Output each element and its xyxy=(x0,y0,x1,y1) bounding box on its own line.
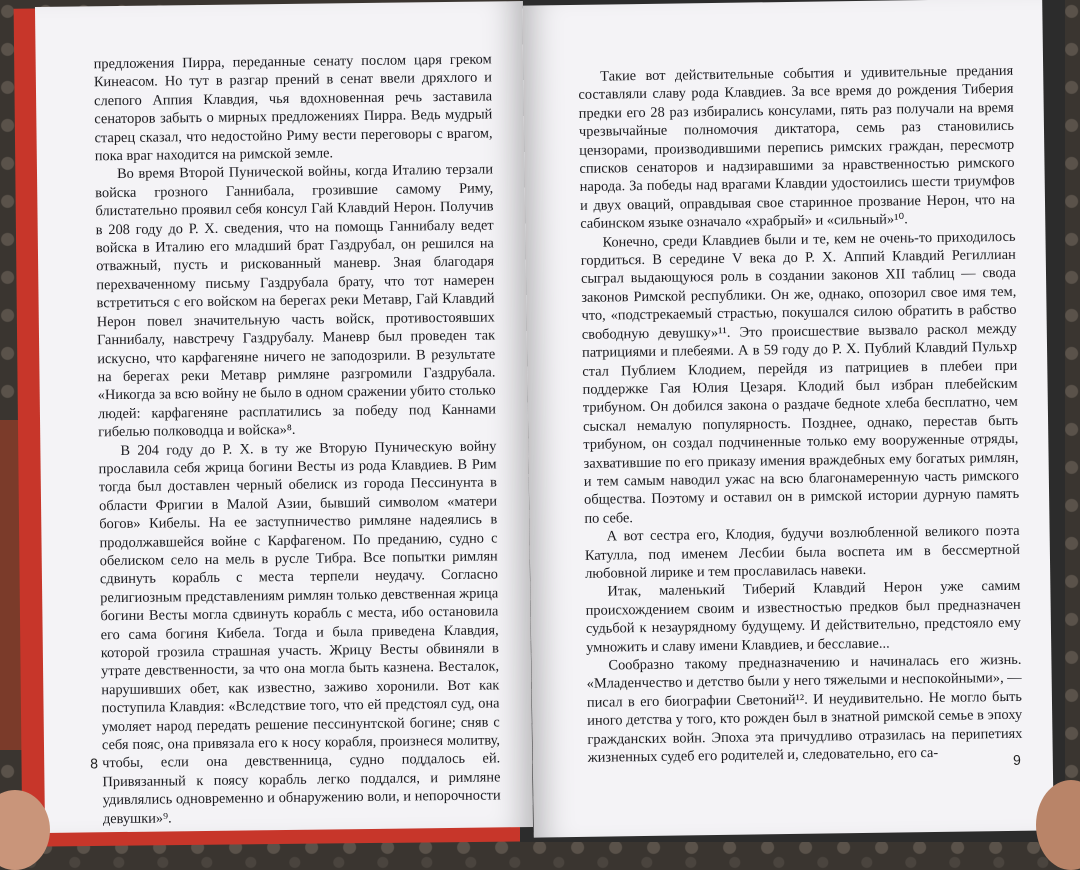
right-paragraph-1: Такие вот действительные события и удивительные предания составляли славу рода Клавдиев. За все время до рождения Тиберия предки его 28 раз избирались консулами, пять раз получали на время чрезвычайные полномочия диктатора, семь раз становились цензорами, производившими перепись римских граждан, пересмотр списков сенаторов и надзиравшими за нравственностью римского народа. За победы над врагами Клавдии удостоились шести триумфов и двух оваций, оправдывая свое старинное прозвание Нерон, что на сабинском языке означало «храбрый» и «сильный»¹⁰. xyxy=(578,62,1016,233)
right-paragraph-2: Конечно, среди Клавдиев были и те, кем не очень-то приходилось гордиться. В середине V века до Р. Х. Аппий Клавдий Региллиан сыграл выдающуюся роль в создании законов XII таблиц — свода законов Римской республики. Он же, однако, опозорил свое имя тем, что, «подстрекаемый страстью, покушался силою обратить в рабство свободную девушку»¹¹. Это происшествие вызвало раскол между патрициями и плебеями. А в 59 году до Р. Х. Публий Клавдий Пульхр стал Публием Клодием, перейдя из патрициев в плебеи при поддержке Гая Юлия Цезаря. Клодий был избран плебейским трибуном. Он добился закона о раздаче беднote хлеба бесплатно, чем сыскал немалую популярность. Позднее, однако, перестав быть трибуном, он создал подчиненные только ему вооруженные отряды, захватившие по его приказу имения враждебных ему богатых римлян, и тем самым наводил ужас на всю благонамеренную часть римского общества. Поэтому и оставил он в римской истории дурную память по себе. xyxy=(580,228,1020,527)
left-paragraph-2: Во время Второй Пунической войны, когда Италию терзали войска грозного Ганнибала, грозившие самому Риму, блистательно проявил себя консул Гай Клавдий Нерон. Получив в 208 году до Р. Х. сведения, что на помощь Ганнибалу ведет войска в Италию его младший брат Газдрубал, он решился на отважный, пусть и рискованный маневр. Зная благодаря перехваченному письму Газдрубала брату, что тот намерен встретиться с его войском на берегах реки Метавр, Гай Клавдий Нерон повел значительную часть войск, противостоявших Ганнибалу, навстречу Газдрубалу. Маневр был проведен так искусно, что карфагеняне ничего не заподозрили. В результате на берегах реки Метавр римляне разгромили Газдрубала. «Никогда за всю войну не было в одном сражении убито столько людей: карфагеняне расплатились за победу под Каннами гибелью полководца и войска»⁸. xyxy=(95,161,497,441)
right-paragraph-5: Сообразно такому предназначению и начиналась его жизнь. «Младенчество и детство были у него тяжелыми и неспокойными», — писал в его биографии Светоний¹². И неудивительно. Не могло быть иного детства у того, кто рожден был в знатной римской семье в эпоху гражданских войн. Эпоха эта причудливо отразилась на перипетиях жизненных судеб его родителей и, следовательно, его са- xyxy=(586,651,1023,766)
page-number-left: 8 xyxy=(90,755,99,772)
right-page xyxy=(522,0,1054,838)
page-number-right: 9 xyxy=(1012,751,1021,768)
left-paragraph-1: предложения Пирра, переданные сенату послом царя греком Кинеасом. Но тут в разгар прений в сенат ввели дряхлого и слепого Аппия Клавдия, чья вдохновенная речь заставила сенаторов забыть о мирных предложениях Пирра. Ведь мудрый старец сказал, что недостойно Риму вести переговоры с врагом, пока враг находится на римской земле. xyxy=(93,51,493,165)
right-paragraph-3: А вот сестра его, Клодия, будучи возлюбленной великого поэта Катулла, под именем Лесбии была воспета им в бессмертной любовной лирике и тем прославилась навеки. xyxy=(584,522,1020,582)
right-paragraph-4: Итак, маленький Тиберий Клавдий Нерон уже самим происхождением своим и известностью предков был предназначен судьбой к незаурядному будущему. И действительно, предстояло ему умножить и славу имени Клавдиев, и бесславие... xyxy=(585,578,1021,656)
left-page xyxy=(35,1,533,833)
left-paragraph-3: В 204 году до Р. Х. в ту же Вторую Пуническую войну прославила себя жрица богини Весты из рода Клавдиев. В Рим тогда был доставлен черный обелиск из города Пессинунта в области Фригии в Малой Азии, бывший символом «матери богов» Кибелы. На ее заступничество римляне надеялись в продолжавшейся войне с Карфагеном. По преданию, судно с обелиском село на мель в русле Тибра. Все попытки римлян сдвинуть корабль с места терпели неудачу. Согласно религиозным представлениям римлян только девственная жрица богини Весты могла сдвинуть корабль с места, ибо остановила его сама богиня Кибела. Тогда и была приведена Клавдия, которой грозила страшная участь. Жрицу Весты обвиняли в утрате девственности, за что она могла быть казнена. Весталок, нарушивших обет, как известно, заживо хоронили. Вот как поступила Клавдия: «Вследствие того, что ей предстоял суд, она умоляет народ передать решение пессинунтской богине; сняв с себя пояс, она привязала его к носу корабля, произнеся молитву, чтобы, если она девственница, судно поддалось ей. Привязанный к поясу корабль легко поддался, и римляне удивлялись одновременно и обнаружению воли, и непорочности девушки»⁹. xyxy=(98,437,501,827)
